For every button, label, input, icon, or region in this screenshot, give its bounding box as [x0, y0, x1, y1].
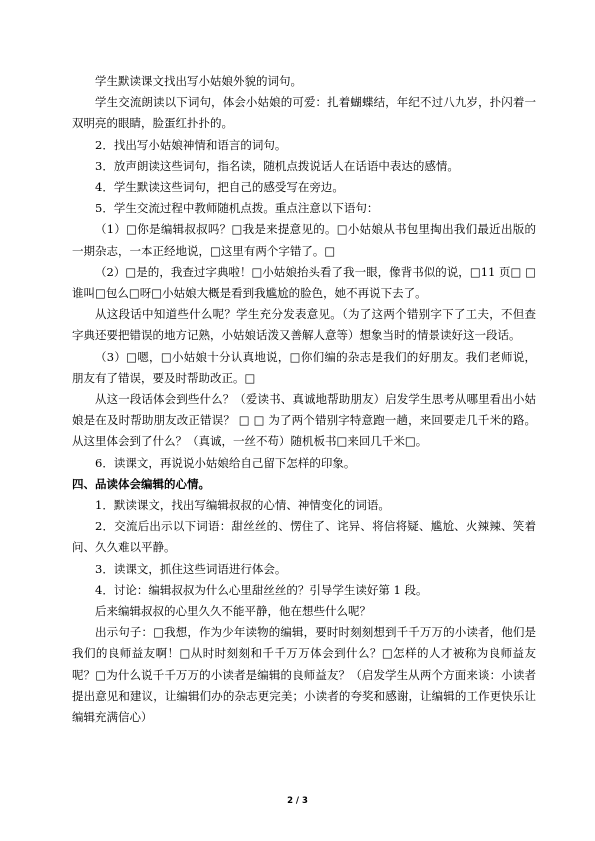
body-paragraph: （1）□你是编辑叔叔吗？□我是来提意见的。□小姑娘从书包里掏出我们最近出版的一期杂志，一本正经地说，□这里有两个字错了。□	[72, 222, 536, 258]
section-heading: 四、品读体会编辑的心情。	[72, 476, 210, 491]
body-paragraph: 从这段话中知道些什么呢？学生充分发表意见。（为了这两个错别字下了工夫，不但查字典还要把错误的地方记熟，小姑娘话泼又善解人意等）想象当时的情景读好这一段话。	[72, 307, 536, 343]
body-paragraph: 学生交流朗读以下词句，体会小姑娘的可爱：扎着蝴蝶结，年纪不过八九岁，扑闪着一双明亮的眼睛，脸蛋红扑扑的。	[72, 95, 536, 131]
body-paragraph: 4．讨论：编辑叔叔为什么心里甜丝丝的？引导学生读好第 1 段。	[95, 582, 428, 597]
body-paragraph: 5．学生交流过程中教师随机点拨。重点注意以下语句：	[95, 201, 379, 216]
body-paragraph: 6．读课文，再说说小姑娘给自己留下怎样的印象。	[95, 455, 356, 470]
body-paragraph: （2）□是的，我查过字典啦！□小姑娘抬头看了我一眼，像背书似的说，□11 页□ □ 谁叫□包么□呀□小姑娘大概是看到我尴尬的脸色，她不再说下去了。	[72, 264, 536, 301]
body-paragraph: 3．放声朗读这些词句，指名读，随机点拨说话人在话语中表达的感情。	[95, 158, 459, 173]
body-paragraph: 2．交流后出示以下词语：甜丝丝的、愣住了、诧异、将信将疑、尴尬、火辣辣、笑着问、久久难以平静。	[72, 519, 536, 555]
body-paragraph: 2．找出写小姑娘神情和语言的词句。	[95, 137, 287, 152]
document-body	[72, 71, 536, 728]
body-paragraph: 学生默读课文找出写小姑娘外貌的词句。	[95, 74, 302, 88]
body-paragraph: （3）□嗯，□小姑娘十分认真地说，□你们编的杂志是我们的好朋友。我们老师说，朋友有了错误，要及时帮助改正。□	[72, 349, 536, 385]
body-paragraph: 从这一段话体会到些什么？（爱读书、真诚地帮助朋友）启发学生思考从哪里看出小姑娘是在及时帮助朋友改正错误？ □ □ 为了两个错别字特意跑一趟，来回要走几千米的路。从这里体会到了什么？（真诚，一丝不苟）随机板书□来回几千米□。	[72, 392, 536, 449]
body-paragraph: 3．读课文，抓住这些词语进行体会。	[95, 561, 287, 576]
body-paragraph: 4．学生默读这些词句，把自己的感受写在旁边。	[95, 180, 344, 195]
body-paragraph: 出示句子：□我想，作为少年读物的编辑，要时时刻刻想到千千万万的小读者，他们是我们的良师益友啊！□从时时刻刻和千千万万体会到什么？□怎样的人才被称为良师益友呢？□为什么说千千万万的小读者是编辑的良师益友？（启发学生从两个方面来谈：小读者提出意见和建议，让编辑们办的杂志更完美；小读者的夸奖和感谢，让编辑的工作更快乐让编辑充满信心）	[72, 625, 536, 725]
page-number: 2 / 3	[287, 796, 308, 806]
body-paragraph: 1．默读课文，找出写编辑叔叔的心情、神情变化的词语。	[95, 498, 390, 513]
body-paragraph: 后来编辑叔叔的心里久久不能平静，他在想些什么呢？	[95, 604, 371, 619]
